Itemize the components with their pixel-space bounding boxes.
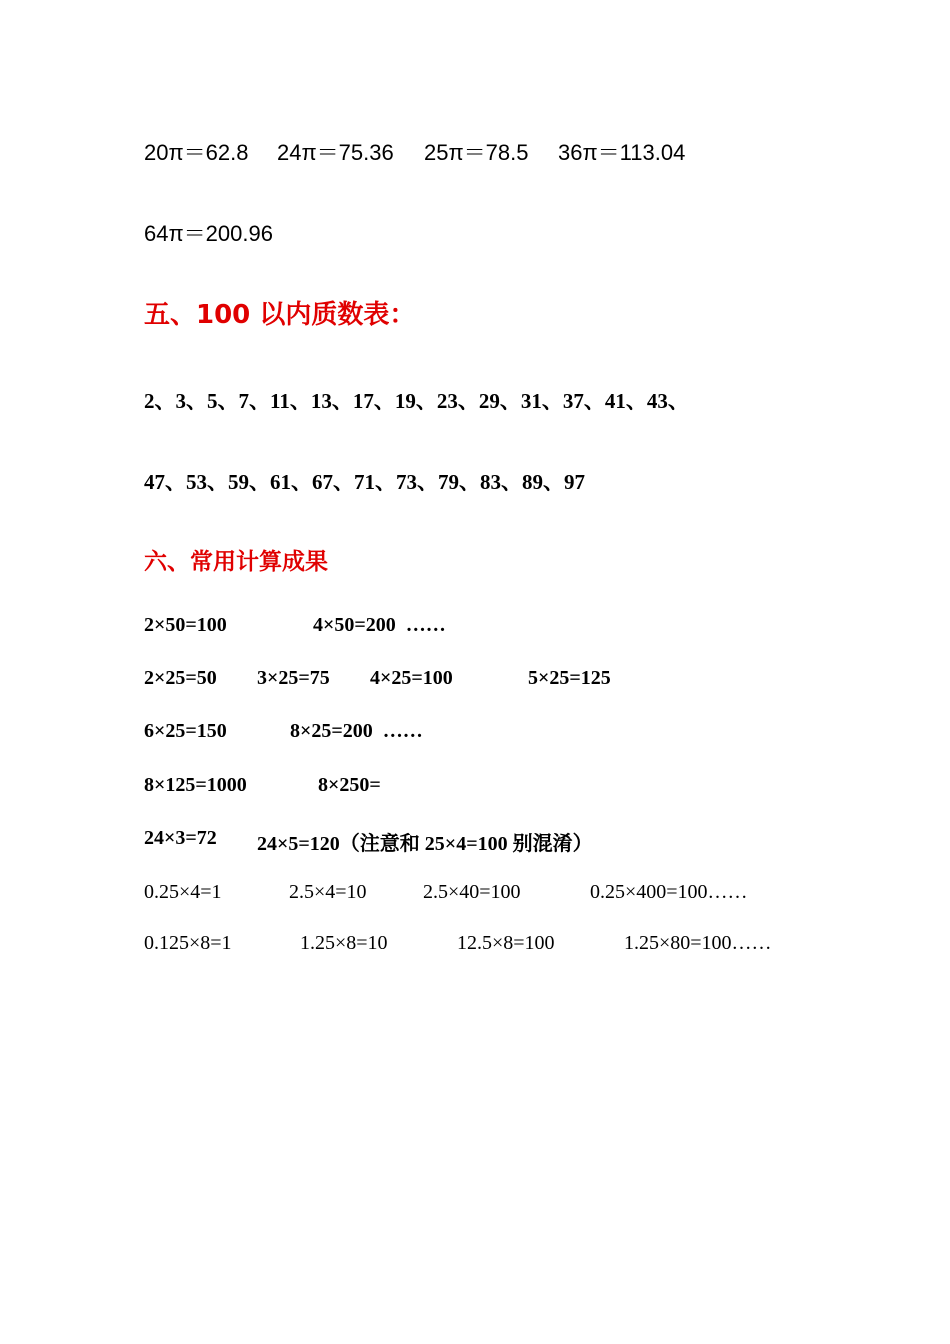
calc-row-5 (144, 827, 844, 853)
section-6-title: 六、常用计算成果 (144, 549, 328, 575)
calc-item: 2×25=50 (144, 667, 217, 689)
calc-item: 1.25×8=10 (300, 932, 388, 954)
calc-item: 4×50=200 …… (313, 614, 446, 636)
calc-item: 24×5=120（注意和 25×4=100 别混淆） (257, 833, 593, 855)
pi-values-row-2 (144, 217, 444, 245)
calc-item: 3×25=75 (257, 667, 330, 689)
pi-value: 36π＝113.04 (558, 140, 686, 165)
calc-row-3 (144, 720, 844, 746)
calc-item: 2.5×4=10 (289, 881, 367, 903)
pi-values-row-1 (144, 136, 844, 164)
calc-row-7 (144, 932, 884, 958)
pi-value: 25π＝78.5 (424, 140, 529, 165)
calc-item: 1.25×80=100…… (624, 932, 772, 954)
pi-value: 24π＝75.36 (277, 140, 394, 165)
calc-item: 4×25=100 (370, 667, 453, 689)
calc-row-4 (144, 774, 844, 800)
calc-item: 0.125×8=1 (144, 932, 232, 954)
calc-row-1 (144, 614, 844, 640)
calc-item: 8×250= (318, 774, 381, 796)
calc-item: 0.25×4=1 (144, 881, 222, 903)
pi-value: 64π＝200.96 (144, 221, 273, 246)
calc-item: 5×25=125 (528, 667, 611, 689)
primes-line-1: 2、3、5、7、11、13、17、19、23、29、31、37、41、43、 (144, 389, 689, 413)
calc-item: 12.5×8=100 (457, 932, 555, 954)
calc-item: 2×50=100 (144, 614, 227, 636)
calc-item: 0.25×400=100…… (590, 881, 748, 903)
calc-item: 8×125=1000 (144, 774, 247, 796)
calc-row-2 (144, 667, 844, 693)
primes-line-2: 47、53、59、61、67、71、73、79、83、89、97 (144, 470, 585, 494)
calc-row-6 (144, 881, 864, 907)
calc-item: 24×3=72 (144, 827, 217, 849)
pi-value: 20π＝62.8 (144, 140, 249, 165)
calc-item: 8×25=200 …… (290, 720, 423, 742)
calc-item: 2.5×40=100 (423, 881, 521, 903)
section-5-title: 五、100 以内质数表： (144, 300, 416, 330)
calc-item: 6×25=150 (144, 720, 227, 742)
